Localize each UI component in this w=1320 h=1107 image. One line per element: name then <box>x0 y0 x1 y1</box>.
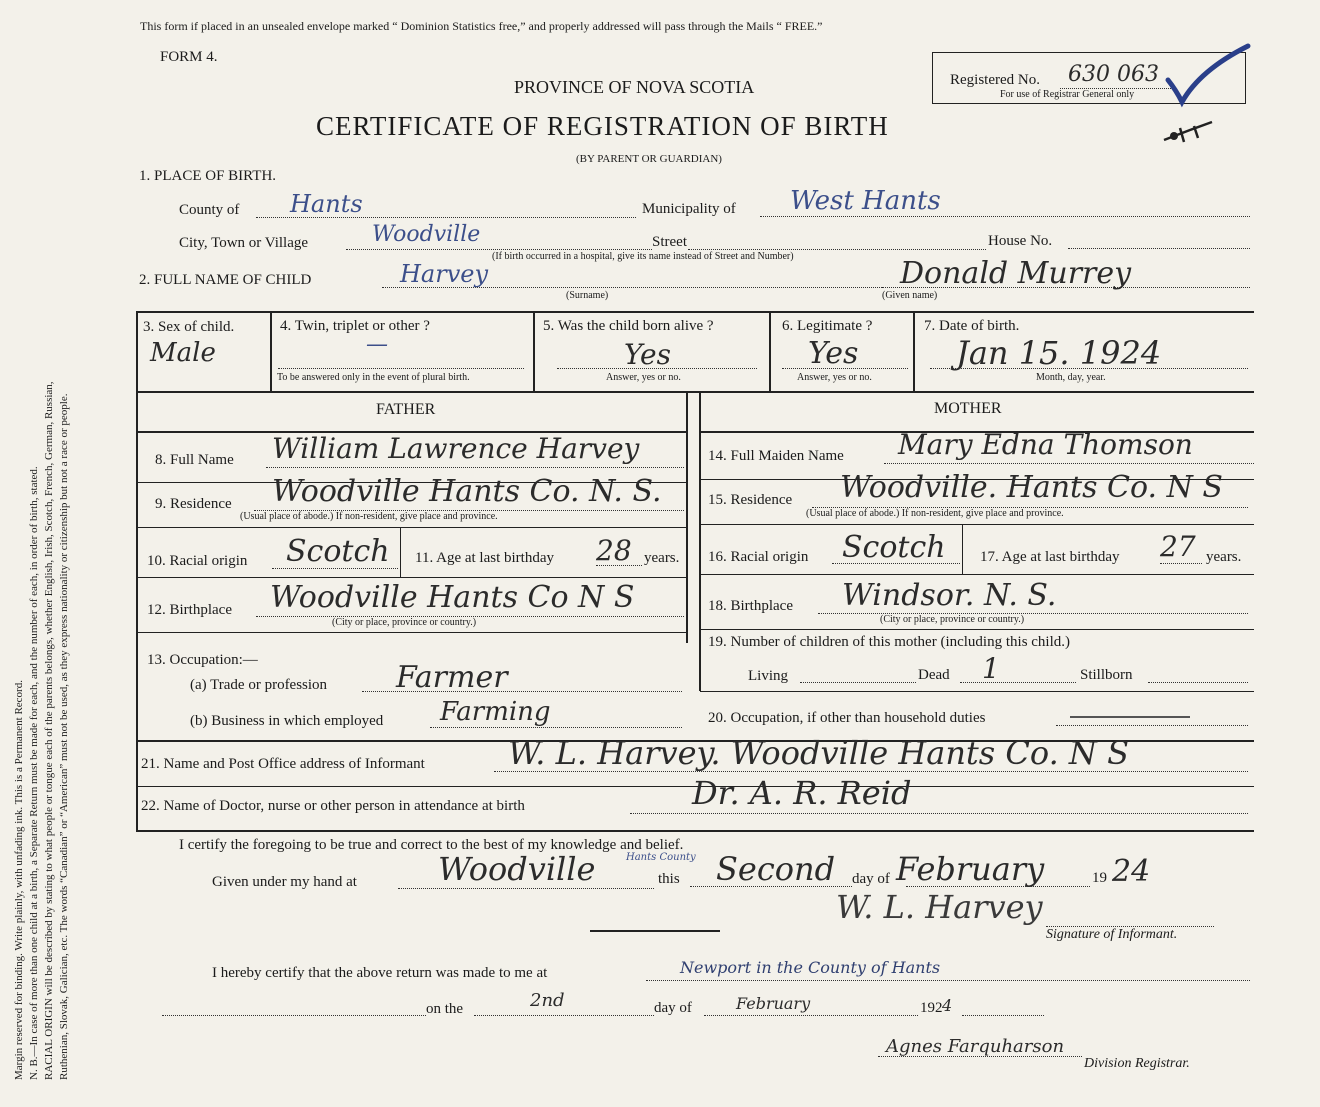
surname-label: (Surname) <box>566 290 609 301</box>
father-name-label: 8. Full Name <box>155 452 234 468</box>
alive-value: Yes <box>624 338 671 371</box>
registered-label: Registered No. <box>950 72 1040 88</box>
margin-notes <box>12 0 152 1080</box>
father-residence-note: (Usual place of abode.) If non-resident, give place and province. <box>240 511 498 522</box>
father-name: William Lawrence Harvey <box>272 432 640 465</box>
mother-residence: Woodville. Hants Co. N S <box>840 470 1223 505</box>
margin-note-3: RACIAL ORIGIN will be described by stating to what people or tongue each of the parents belongs, whether English, Irish, Scotch, French, German, Russian, <box>43 381 55 1080</box>
sex-value: Male <box>150 338 216 368</box>
mother-race-label: 16. Racial origin <box>708 549 809 565</box>
mother-residence-note: (Usual place of abode.) If non-resident, give place and province. <box>806 508 1064 519</box>
father-race: Scotch <box>286 534 390 569</box>
municipality-value: West Hants <box>790 186 941 216</box>
mother-years-label: years. <box>1206 549 1242 565</box>
legitimate-value: Yes <box>808 336 859 371</box>
father-residence: Woodville Hants Co. N. S. <box>272 474 662 509</box>
twin-note: To be answered only in the event of plural birth. <box>277 372 470 383</box>
registrar-place: Newport in the County of Hants <box>680 958 941 977</box>
child-given-name: Donald Murrey <box>900 256 1132 291</box>
father-birthplace: Woodville Hants Co N S <box>270 580 635 615</box>
page-subtitle: (BY PARENT OR GUARDIAN) <box>576 153 722 165</box>
dob-value: Jan 15. 1924 <box>956 334 1162 372</box>
alive-label: 5. Was the child born alive ? <box>543 318 714 334</box>
mother-age: 27 <box>1160 530 1196 563</box>
city-value: Woodville <box>372 222 481 247</box>
mother-birthplace: Windsor. N. S. <box>842 578 1057 613</box>
dead-value: 1 <box>982 652 1000 685</box>
certify-month: February <box>896 850 1045 888</box>
registrar-text: I hereby certify that the above return was made to me at <box>212 965 548 981</box>
trade-value: Farmer <box>396 660 508 695</box>
informant-signature-label: Signature of Informant. <box>1046 927 1178 942</box>
county-label: County of <box>179 202 240 218</box>
father-years-label: years. <box>644 550 680 566</box>
mail-note: This form if placed in an unsealed envelope marked “ Dominion Statistics free,” and properly addressed will pass through the Mails “ FREE.” <box>140 19 823 33</box>
mother-race: Scotch <box>842 530 946 565</box>
registrar-year-prefix: 192 <box>920 1000 943 1016</box>
this-label: this <box>658 871 680 887</box>
child-label: 2. FULL NAME OF CHILD <box>139 272 312 288</box>
doctor-label: 22. Name of Doctor, nurse or other person in attendance at birth <box>141 798 525 814</box>
business-label: (b) Business in which employed <box>190 713 384 729</box>
registered-number: 630 063 <box>1068 62 1159 87</box>
registrar-signature: Agnes Farquharson <box>886 1036 1065 1057</box>
mother-age-label: 17. Age at last birthday <box>980 549 1120 565</box>
twin-value: — <box>366 332 388 357</box>
mother-birthplace-note: (City or place, province or country.) <box>880 614 1025 625</box>
certify-place: Woodville <box>438 850 596 888</box>
registrar-year: 4 <box>942 996 953 1015</box>
father-residence-label: 9. Residence <box>155 496 232 512</box>
father-race-label: 10. Racial origin <box>147 553 248 569</box>
certify-day: Second <box>716 850 836 888</box>
margin-note-2: N. B.—In case of more than one child at a birth, a Separate Return must be made for each, and the number of each, in order of birth, stated. <box>28 466 40 1080</box>
certify-year-prefix: 19 <box>1092 870 1107 886</box>
informant-label: 21. Name and Post Office address of Informant <box>141 756 425 772</box>
father-occupation-label: 13. Occupation:— <box>147 652 258 668</box>
registrar-on-label: on the <box>426 1001 464 1017</box>
registrar-month: February <box>736 994 811 1013</box>
father-birthplace-label: 12. Birthplace <box>147 602 232 618</box>
legitimate-label: 6. Legitimate ? <box>782 318 873 334</box>
page-title: CERTIFICATE OF REGISTRATION OF BIRTH <box>316 111 889 141</box>
doctor-value: Dr. A. R. Reid <box>692 774 912 812</box>
stillborn-label: Stillborn <box>1080 667 1133 683</box>
sex-label: 3. Sex of child. <box>143 319 235 335</box>
given-under-label: Given under my hand at <box>212 874 357 890</box>
alive-note: Answer, yes or no. <box>606 372 681 383</box>
informant-signature: W. L. Harvey <box>836 888 1043 926</box>
mother-name: Mary Edna Thomson <box>898 428 1193 461</box>
dob-label: 7. Date of birth. <box>924 318 1020 334</box>
living-label: Living <box>748 668 788 684</box>
certify-day-of-label: day of <box>852 871 890 887</box>
form-number: FORM 4. <box>160 49 218 65</box>
certify-year: 24 <box>1112 854 1151 889</box>
given-name-label: (Given name) <box>882 290 938 301</box>
city-label: City, Town or Village <box>179 235 309 251</box>
dob-note: Month, day, year. <box>1036 372 1106 383</box>
mother-birthplace-label: 18. Birthplace <box>708 598 793 614</box>
father-age: 28 <box>596 534 632 567</box>
informant-value: W. L. Harvey. Woodville Hants Co. N S <box>508 734 1129 772</box>
father-heading: FATHER <box>376 401 436 418</box>
clip-mark-icon <box>1160 118 1220 148</box>
registered-note: For use of Registrar General only <box>1000 89 1135 100</box>
check-mark-icon <box>1160 40 1260 110</box>
certify-text: I certify the foregoing to be true and correct to the best of my knowledge and belief. <box>179 837 684 853</box>
street-label: Street <box>652 234 687 250</box>
father-age-label: 11. Age at last birthday <box>415 550 554 566</box>
mother-residence-label: 15. Residence <box>708 492 793 508</box>
province-heading: PROVINCE OF NOVA SCOTIA <box>514 77 755 97</box>
child-surname: Harvey <box>400 260 489 288</box>
margin-note-4: Ruthenian, Slovak, Galician, etc. The words “Canadian” or “American” must not be used, as they express nationality or citizenship but not a race or people. <box>58 393 70 1080</box>
business-value: Farming <box>440 697 551 727</box>
father-birthplace-note: (City or place, province or country.) <box>332 617 477 628</box>
margin-note-1: Margin reserved for binding. Write plainly, with unfading ink. This is a Permanent Record. <box>13 680 25 1080</box>
children-label: 19. Number of children of this mother (including this child.) <box>708 634 1071 650</box>
municipality-label: Municipality of <box>642 201 736 217</box>
place-heading: 1. PLACE OF BIRTH. <box>139 168 277 184</box>
dead-label: Dead <box>918 667 950 683</box>
registrar-day: 2nd <box>530 990 565 1011</box>
house-label: House No. <box>988 233 1053 249</box>
legitimate-note: Answer, yes or no. <box>797 372 872 383</box>
mother-heading: MOTHER <box>934 400 1002 417</box>
mother-name-label: 14. Full Maiden Name <box>708 448 844 464</box>
hospital-note: (If birth occurred in a hospital, give its name instead of Street and Number) <box>492 251 794 262</box>
registrar-day-label: day of <box>654 1000 692 1016</box>
registrar-signature-label: Division Registrar. <box>1084 1056 1190 1071</box>
mother-occupation-label: 20. Occupation, if other than household duties <box>708 710 986 726</box>
trade-label: (a) Trade or profession <box>190 677 328 693</box>
certify-place-county: Hants County <box>626 852 696 863</box>
twin-label: 4. Twin, triplet or other ? <box>280 318 430 334</box>
county-value: Hants <box>290 190 363 218</box>
